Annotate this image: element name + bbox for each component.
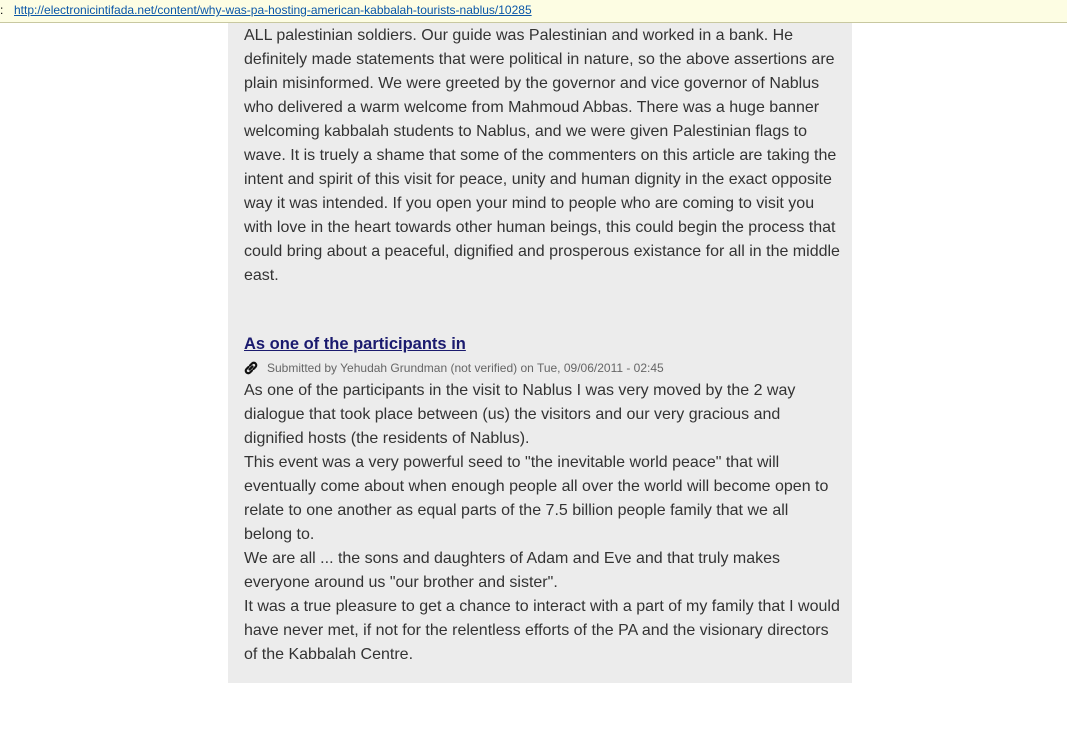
link-icon <box>244 361 258 375</box>
page-url-link[interactable]: http://electronicintifada.net/content/why-was-pa-hosting-american-kabbalah-tourists-nablus/10285 <box>14 3 532 17</box>
comments-content <box>244 24 840 667</box>
comment-paragraph: This event was a very powerful seed to "the inevitable world peace" that will eventually come about when enough people all over the world will become open to relate to one another as equal parts of the 7.5 billion people family that we all belong to. <box>244 454 829 543</box>
url-bar-lead: : <box>0 3 4 17</box>
comment-meta <box>244 359 840 377</box>
comment-paragraph: We are all ... the sons and daughters of Adam and Eve and that truly makes everyone around us "our brother and sister". <box>244 550 781 591</box>
comment-submitted-by: Submitted by Yehudah Grundman (not verified) on Tue, 09/06/2011 - 02:45 <box>267 361 664 375</box>
comment-paragraph: As one of the participants in the visit to Nablus I was very moved by the 2 way dialogue that took place between (us) the visitors and our very gracious and dignified hosts (the residents of Nablus). <box>244 382 796 447</box>
comment-paragraph: It was a true pleasure to get a chance to interact with a part of my family that I would have never met, if not for the relentless efforts of the PA and the visionary directors of the Kabbalah Centre. <box>244 598 840 663</box>
comment-title-link[interactable]: As one of the participants in <box>244 335 466 353</box>
previous-comment-body: ALL palestinian soldiers. Our guide was Palestinian and worked in a bank. He definitely made statements that were political in nature, so the above assertions are plain misinformed. We were greeted by the governor and vice governor of Nablus who delivered a warm welcome from Mahmoud Abbas. There was a huge banner welcoming kabbalah students to Nablus, and we were given Palestinian flags to wave. It is truely a shame that some of the commenters on this article are taking the intent and spirit of this visit for peace, unity and human dignity in the exact opposite way it was intended. If you open your mind to people who are coming to visit you with love in the heart towards other human beings, this could begin the process that could bring about a peaceful, dignified and prosperous existance for all in the middle east. <box>244 27 840 284</box>
url-tooltip-bar <box>0 0 1067 23</box>
